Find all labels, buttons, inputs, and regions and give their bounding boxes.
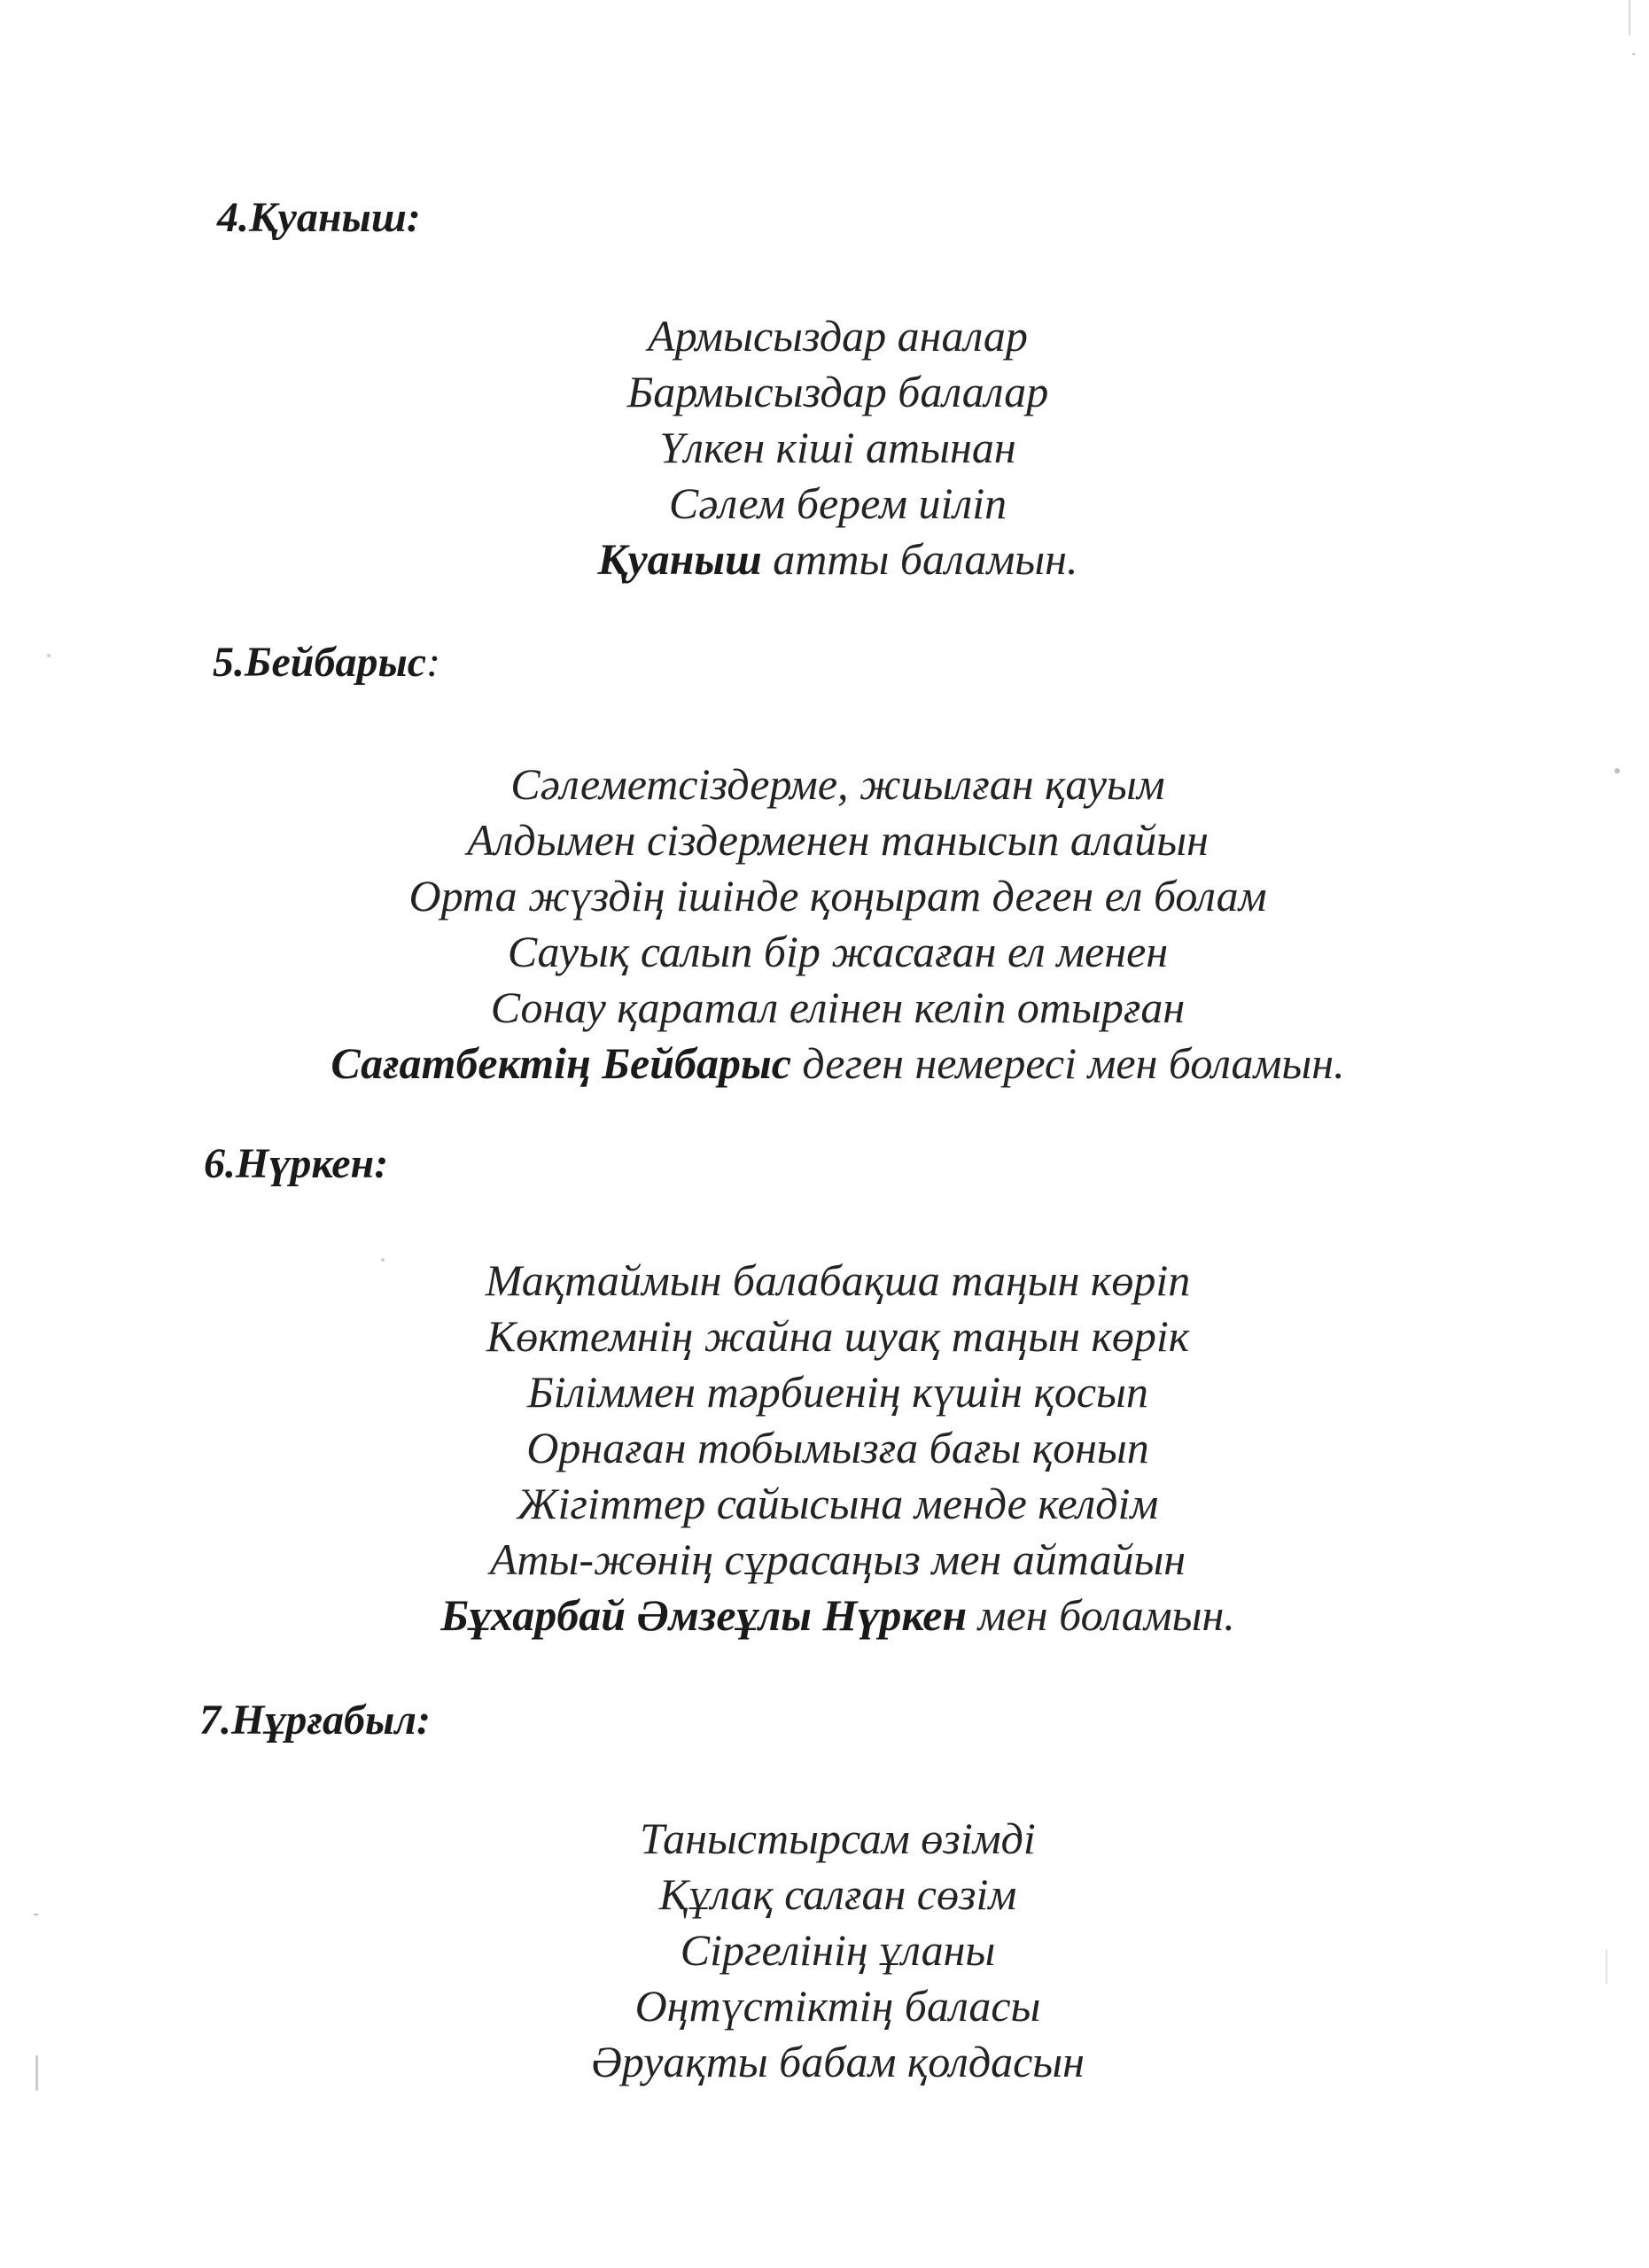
section-heading-kuanysh: 4.Қуаныш: [217,194,421,241]
verse-line: Үлкен кіші атынан [659,423,1016,472]
verse-beibarys [0,757,1649,1091]
speaker-name: Қуаныш [597,534,762,584]
verse-line: Аты-жөнің сұрасаңыз мен айтайын [489,1534,1186,1584]
speaker-name: Бұхарбай Әмзеұлы Нүркен [440,1590,968,1640]
verse-line: Бармысыздар балалар [626,367,1049,416]
verse-line: Қуаныш атты баламын. [597,534,1078,584]
section-heading-nurken: 6.Нүркен: [204,1140,389,1187]
verse-line: Сәлем берем иіліп [668,478,1007,528]
verse-line: Орта жүздің ішінде қоңырат деген ел болам [408,871,1267,920]
verse-line: Біліммен тәрбиенің күшін қосып [527,1367,1148,1417]
section-heading-nurgabyl: 7.Нұрғабыл: [199,1697,431,1744]
verse-line: Мақтаймын балабақша таңын көріп [485,1255,1191,1305]
speaker-name: Сағатбектің Бейбарыс [331,1038,791,1088]
verse-line: Жігіттер сайысына менде келдім [517,1479,1159,1528]
verse-line: Сіргелінің ұланы [680,1925,996,1975]
verse-line: Бұхарбай Әмзеұлы Нүркен мен боламын. [440,1590,1235,1640]
verse-line: Сауық салып бір жасаған ел менен [507,927,1169,976]
verse-line: Таныстырсам өзімді [640,1814,1036,1863]
verse-line: Сонау қаратал елінен келіп отырған [490,983,1186,1032]
verse-line: Сағатбектің Бейбарыс деген немересі мен боламын. [331,1038,1345,1088]
verse-kuanysh [0,308,1649,587]
verse-line: Құлақ салған сөзім [658,1869,1017,1919]
verse-line: Алдымен сіздерменен танысып алайын [467,815,1209,865]
verse-nurgabyl [0,1811,1649,2090]
verse-line: Армысыздар аналар [648,311,1028,361]
section-heading-beibarys: 5.Бейбарыс: [213,639,441,686]
verse-line: Оңтүстіктің баласы [634,1981,1041,2031]
verse-nurken [0,1253,1649,1643]
verse-line: Орнаған тобымызға бағы қонып [526,1423,1149,1472]
verse-line: Көктемнің жайна шуақ таңын көрік [486,1311,1190,1361]
verse-line: Әруақты бабам қолдасын [591,2037,1085,2086]
verse-line: Сәлеметсіздерме, жиылған қауым [510,759,1165,809]
